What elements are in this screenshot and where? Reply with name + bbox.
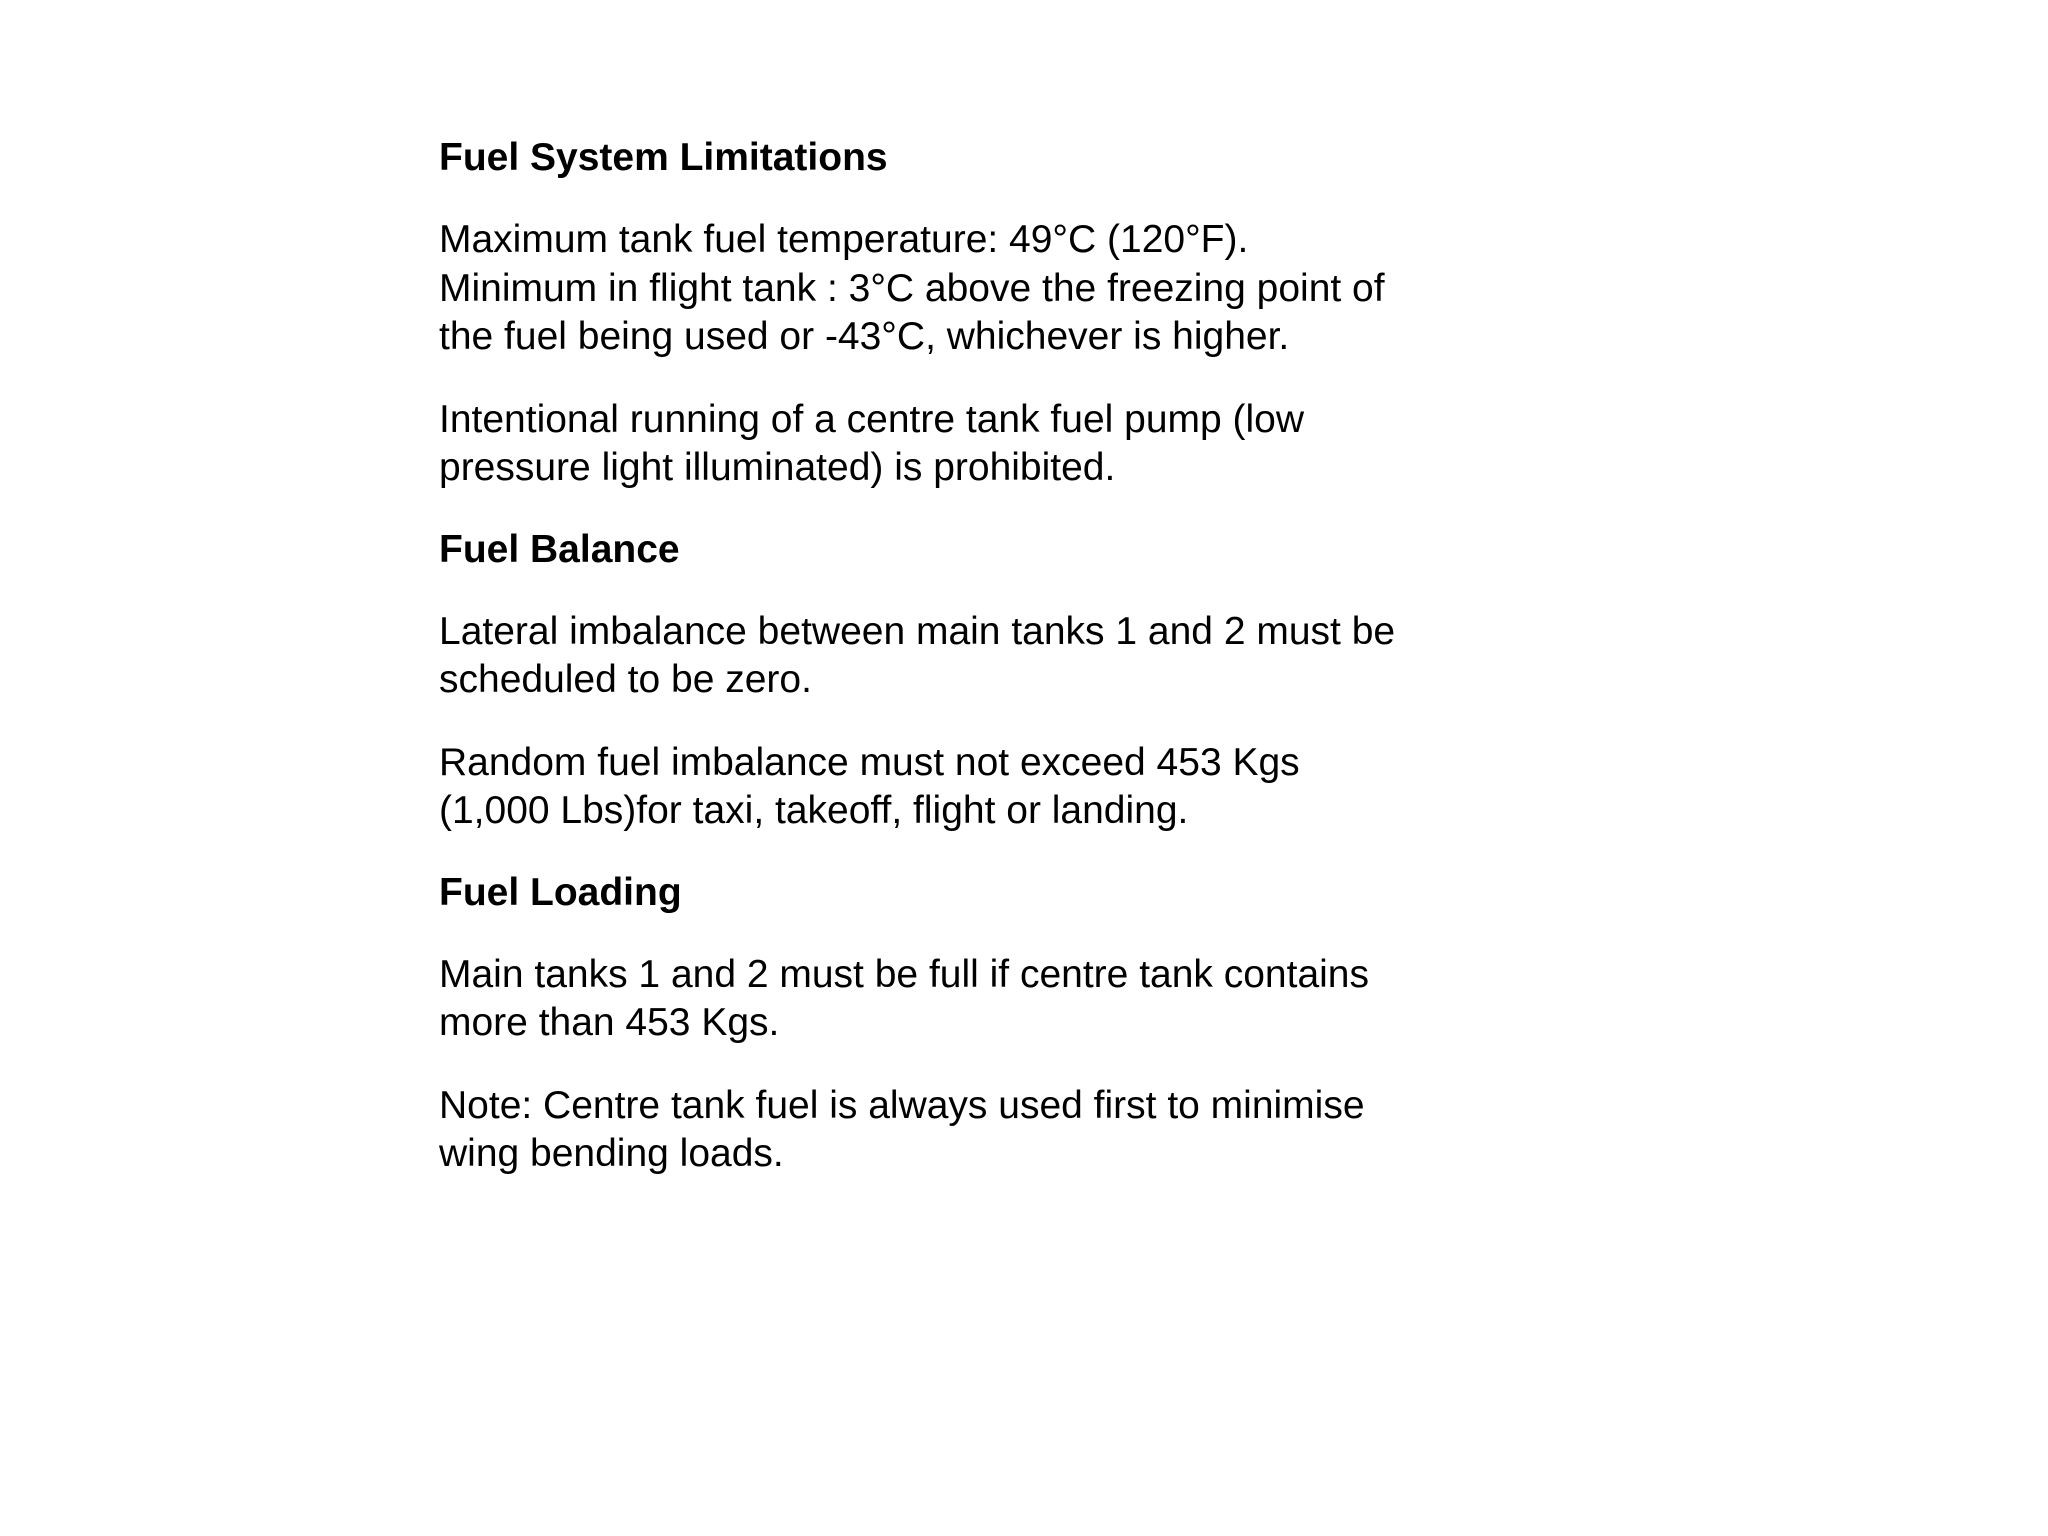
section-heading-fuel-balance: Fuel Balance [439,527,680,571]
document-body [439,134,1479,1179]
text-line: Note: Centre tank fuel is always used first to minimise [439,1083,1365,1127]
text-line: Main tanks 1 and 2 must be full if centre tank contains [439,952,1370,996]
paragraph-lateral-imbalance [439,608,1479,705]
paragraph-random-imbalance [439,739,1479,836]
text-line: wing bending loads. [439,1132,784,1175]
paragraph-main-tanks-full [439,951,1479,1048]
text-line: pressure light illuminated) is prohibited. [439,446,1116,489]
section-heading-fuel-system-limitations: Fuel System Limitations [439,136,888,179]
text-line: Random fuel imbalance must not exceed 453 Kgs [439,740,1300,784]
paragraph-centre-tank-note [439,1082,1479,1179]
section-heading-fuel-loading: Fuel Loading [439,870,682,914]
text-line: scheduled to be zero. [439,658,812,701]
text-line: more than 453 Kgs. [439,1001,780,1044]
text-line: Minimum in flight tank : 3°C above the freezing point of [439,266,1385,310]
paragraph-centre-tank-pump [439,396,1479,493]
text-line: Lateral imbalance between main tanks 1 and 2 must be [439,609,1396,653]
text-line: (1,000 Lbs)for taxi, takeoff, flight or landing. [439,789,1189,832]
text-line: Maximum tank fuel temperature: 49°C (120°F). [439,218,1249,261]
paragraph-fuel-temperature [439,216,1479,362]
text-line: Intentional running of a centre tank fuel pump (low [439,397,1305,441]
text-line: the fuel being used or -43°C, whichever is higher. [439,315,1290,358]
